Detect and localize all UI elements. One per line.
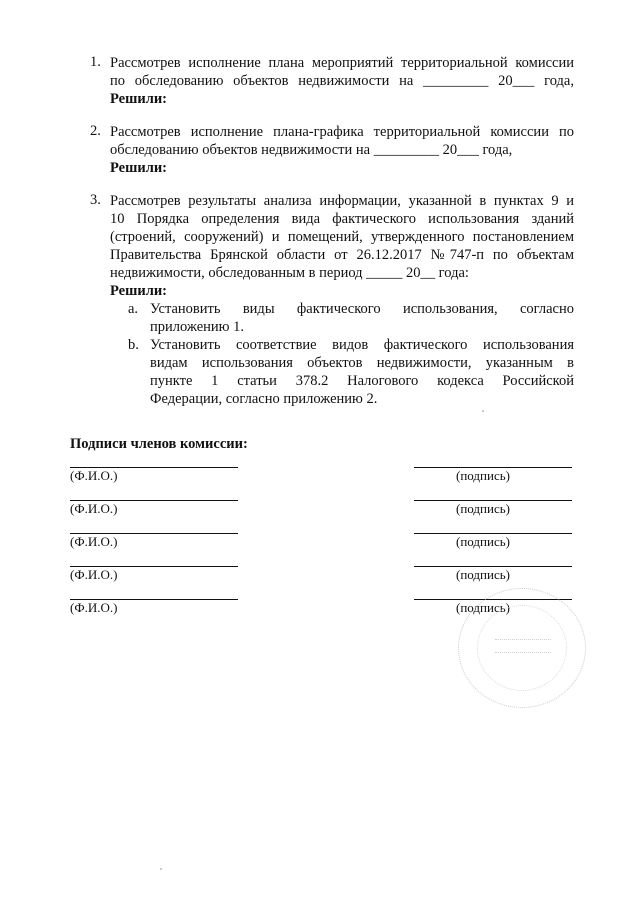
signature-caption: (подпись) <box>456 567 510 582</box>
stamp-mark <box>458 588 586 708</box>
fio-caption: (Ф.И.О.) <box>70 534 118 549</box>
fio-caption: (Ф.И.О.) <box>70 567 118 582</box>
signature-caption: (подпись) <box>456 501 510 516</box>
stamp-text-mark <box>495 639 551 653</box>
signatures-heading: Подписи членов комиссии: <box>70 436 248 452</box>
item-text-line: Рассмотрев исполнение плана-графика территориальной комиссии по <box>110 124 574 140</box>
signature-caption: (подпись) <box>456 600 510 615</box>
item-text-line: Рассмотрев исполнение плана мероприятий территориальной комиссии <box>110 55 574 71</box>
fio-caption: (Ф.И.О.) <box>70 600 118 615</box>
subitem-b <box>128 336 574 408</box>
item-text-line: обследованию объектов недвижимости на _________ 20___ года, <box>110 142 513 158</box>
subitem-number: a. <box>128 301 139 317</box>
subitem-number: b. <box>128 337 139 353</box>
signature-caption: (подпись) <box>456 468 510 483</box>
item-text-line: Рассмотрев результаты анализа информации, указанной в пунктах 9 и <box>110 193 574 209</box>
subitem-text-line: Федерации, согласно приложению 2. <box>150 391 378 407</box>
item-text-line: недвижимости, обследованным в период _____ 20__ года: <box>110 265 469 281</box>
item-number: 3. <box>90 192 101 208</box>
subitem-a <box>128 300 574 336</box>
item-number: 2. <box>90 123 101 139</box>
fio-caption: (Ф.И.О.) <box>70 468 118 483</box>
fio-caption: (Ф.И.О.) <box>70 501 118 516</box>
decision-item-2 <box>90 123 574 177</box>
scan-speck <box>482 410 484 412</box>
scan-speck <box>160 868 162 870</box>
signature-row <box>70 467 572 497</box>
item-text-line: Правительства Брянской области от 26.12.2017 №747-п по объектам <box>110 247 574 263</box>
signature-row <box>70 500 572 530</box>
decision-label: Решили: <box>110 91 168 107</box>
subitem-text-line: пункте 1 статьи 378.2 Налогового кодекса Российской <box>150 373 574 389</box>
decision-item-1 <box>90 54 574 108</box>
item-text-line: (строений, сооружений) и помещений, утвержденного постановлением <box>110 229 574 245</box>
item-text-line: по обследованию объектов недвижимости на _________ 20___ года, <box>110 73 574 89</box>
item-number: 1. <box>90 54 101 70</box>
decision-item-3 <box>90 192 574 408</box>
subitem-text-line: видам использования объектов недвижимости, указанным в <box>150 355 574 371</box>
decision-label: Решили: <box>110 160 168 176</box>
signature-caption: (подпись) <box>456 534 510 549</box>
subitem-text-line: Установить соответствие видов фактического использования <box>150 337 574 353</box>
subitem-text-line: приложению 1. <box>150 319 245 335</box>
signature-row <box>70 533 572 563</box>
subitem-text-line: Установить виды фактического использования, согласно <box>150 301 574 317</box>
decision-label: Решили: <box>110 283 168 299</box>
item-text-line: 10 Порядка определения вида фактического использования зданий <box>110 211 574 227</box>
